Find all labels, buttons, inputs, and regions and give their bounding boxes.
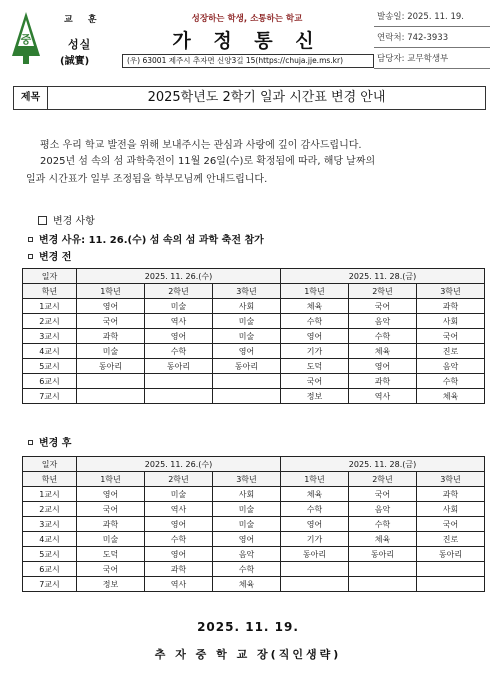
subject-cell: 사회 — [213, 299, 281, 314]
subject-cell — [213, 374, 281, 389]
section-change-items-label: 변경 사항 — [53, 216, 95, 227]
contact-number: 연락처: 742-3933 — [374, 29, 490, 48]
section-before — [28, 248, 71, 263]
subject-cell: 음악 — [349, 314, 417, 329]
subject-cell: 국어 — [417, 517, 485, 532]
table-row — [23, 314, 485, 329]
subject-text: 2025학년도 2학기 일과 시간표 변경 안내 — [147, 90, 386, 105]
period-cell: 5교시 — [23, 547, 77, 562]
period-cell: 2교시 — [23, 314, 77, 329]
subject-cell: 수학 — [145, 344, 213, 359]
footer-date: 2025. 11. 19. — [197, 620, 299, 634]
subject-cell: 체육 — [349, 344, 417, 359]
subject-cell: 기가 — [281, 344, 349, 359]
table-date-row — [23, 457, 485, 472]
section-before-label: 변경 전 — [39, 252, 72, 263]
subject-label: 제목 — [14, 87, 48, 109]
period-cell: 3교시 — [23, 329, 77, 344]
subject-cell: 영어 — [77, 487, 145, 502]
subject-cell: 미술 — [145, 487, 213, 502]
section-after-label: 변경 후 — [39, 438, 72, 449]
subject-cell: 영어 — [349, 359, 417, 374]
subject-cell: 미술 — [145, 299, 213, 314]
subject-cell: 미술 — [213, 502, 281, 517]
subject-cell: 영어 — [77, 299, 145, 314]
period-cell: 1교시 — [23, 487, 77, 502]
subject-cell: 수학 — [281, 502, 349, 517]
subject-cell: 국어 — [281, 374, 349, 389]
day2-header: 2025. 11. 28.(금) — [281, 269, 485, 284]
subject-cell: 영어 — [213, 344, 281, 359]
issue-date: 발송일: 2025. 11. 19. — [374, 8, 490, 27]
subject-cell: 미술 — [213, 517, 281, 532]
grade-header: 2학년 — [145, 472, 213, 487]
table-grade-row — [23, 284, 485, 299]
manager: 담당자: 교무학생부 — [374, 50, 490, 69]
subject-cell: 수학 — [349, 517, 417, 532]
date-header: 일자 — [23, 269, 77, 284]
subject-cell — [145, 389, 213, 404]
table-date-row — [23, 269, 485, 284]
subject-cell — [145, 374, 213, 389]
subject-cell: 기가 — [281, 532, 349, 547]
subject-cell: 진로 — [417, 344, 485, 359]
subject-cell: 과학 — [77, 517, 145, 532]
table-row — [23, 359, 485, 374]
subject-cell: 미술 — [213, 314, 281, 329]
period-header: 학년 — [23, 284, 77, 299]
body-paragraph-3: 일과 시간표가 일부 조정됨을 학부모님께 안내드립니다. — [26, 174, 268, 185]
subject-cell: 역사 — [145, 314, 213, 329]
checkbox-icon — [38, 216, 47, 225]
grade-header: 1학년 — [77, 284, 145, 299]
subject-cell: 국어 — [349, 487, 417, 502]
body-paragraph-2: 2025년 섬 속의 섬 과학축전이 11월 26일(수)로 확정됨에 따라, 해당 날짜의 — [40, 156, 376, 167]
subject-cell: 과학 — [417, 487, 485, 502]
subject-cell — [417, 577, 485, 592]
subject-cell: 동아리 — [349, 547, 417, 562]
subject-cell: 동아리 — [213, 359, 281, 374]
subject-cell: 수학 — [349, 329, 417, 344]
table-row — [23, 502, 485, 517]
period-cell: 5교시 — [23, 359, 77, 374]
timetable-after — [22, 456, 485, 592]
subject-cell: 사회 — [213, 487, 281, 502]
page-title: 가 정 통 신 — [172, 30, 322, 52]
subject-cell — [349, 577, 417, 592]
motto-text: 성실 — [68, 38, 92, 51]
subject-cell: 과학 — [145, 562, 213, 577]
period-cell: 7교시 — [23, 389, 77, 404]
subject-cell: 정보 — [281, 389, 349, 404]
subject-cell: 도덕 — [281, 359, 349, 374]
table-row — [23, 517, 485, 532]
day1-header: 2025. 11. 26.(수) — [77, 269, 281, 284]
title-block — [120, 6, 374, 70]
subject-cell: 영어 — [145, 517, 213, 532]
subject-cell: 미술 — [77, 344, 145, 359]
grade-header: 2학년 — [349, 472, 417, 487]
section-reason — [28, 231, 264, 246]
principal-signature: 추 자 중 학 교 장(직인생략) — [154, 648, 342, 661]
school-slogan: 성장하는 학생, 소통하는 학교 — [191, 14, 303, 24]
subject-cell: 영어 — [281, 517, 349, 532]
section-change-items — [38, 212, 95, 227]
subject-cell: 동아리 — [417, 547, 485, 562]
grade-header: 2학년 — [349, 284, 417, 299]
table-row — [23, 329, 485, 344]
table-row — [23, 344, 485, 359]
subject-cell: 국어 — [77, 562, 145, 577]
subject-cell: 역사 — [349, 389, 417, 404]
grade-header: 3학년 — [417, 472, 485, 487]
subject-cell: 과학 — [349, 374, 417, 389]
subject-cell: 국어 — [77, 314, 145, 329]
subject-cell: 사회 — [417, 502, 485, 517]
logo-char: 중 — [20, 33, 32, 46]
table-grade-row — [23, 472, 485, 487]
school-address: (우) 63001 제주시 추자면 신양3길 15(https://chuja.jje.ms.kr) — [122, 54, 374, 68]
table-row — [23, 562, 485, 577]
grade-header: 1학년 — [281, 472, 349, 487]
period-header: 학년 — [23, 472, 77, 487]
subject-cell: 국어 — [77, 502, 145, 517]
subject-cell: 도덕 — [77, 547, 145, 562]
section-reason-label: 변경 사유: 11. 26.(수) 섬 속의 섬 과학 축전 참가 — [39, 235, 264, 246]
period-cell: 7교시 — [23, 577, 77, 592]
subject-cell — [349, 562, 417, 577]
subject-cell: 체육 — [349, 532, 417, 547]
table-row — [23, 487, 485, 502]
date-header: 일자 — [23, 457, 77, 472]
grade-header: 3학년 — [213, 472, 281, 487]
subject-cell: 국어 — [417, 329, 485, 344]
subject-cell: 수학 — [417, 374, 485, 389]
subject-cell: 역사 — [145, 502, 213, 517]
subject-cell: 영어 — [145, 329, 213, 344]
subject-cell: 영어 — [281, 329, 349, 344]
body-paragraph-1: 평소 우리 학교 발전을 위해 보내주시는 관심과 사랑에 깊이 감사드립니다. — [40, 140, 362, 151]
motto-block — [46, 6, 120, 70]
school-logo — [6, 6, 46, 68]
grade-header: 1학년 — [281, 284, 349, 299]
period-cell: 2교시 — [23, 502, 77, 517]
subject-cell: 진로 — [417, 532, 485, 547]
subject-cell — [213, 389, 281, 404]
section-after — [28, 434, 71, 449]
subject-bar — [13, 86, 486, 110]
table-row — [23, 532, 485, 547]
letter-header — [6, 6, 490, 72]
subject-cell: 정보 — [77, 577, 145, 592]
subject-cell: 수학 — [213, 562, 281, 577]
grade-header: 3학년 — [213, 284, 281, 299]
bullet-square-icon — [28, 440, 33, 445]
period-cell: 6교시 — [23, 562, 77, 577]
subject-cell: 수학 — [145, 532, 213, 547]
subject-cell — [77, 374, 145, 389]
subject-cell: 영어 — [145, 547, 213, 562]
subject-cell: 과학 — [77, 329, 145, 344]
subject-cell: 체육 — [281, 487, 349, 502]
timetable-before — [22, 268, 485, 404]
subject-cell: 음악 — [417, 359, 485, 374]
period-cell: 4교시 — [23, 344, 77, 359]
motto-heading: 교 훈 — [64, 15, 103, 25]
subject-cell: 국어 — [349, 299, 417, 314]
period-cell: 1교시 — [23, 299, 77, 314]
subject-cell: 동아리 — [77, 359, 145, 374]
subject-cell: 사회 — [417, 314, 485, 329]
subject-cell — [77, 389, 145, 404]
bullet-square-icon — [28, 237, 33, 242]
table-row — [23, 577, 485, 592]
period-cell: 6교시 — [23, 374, 77, 389]
subject-cell: 동아리 — [145, 359, 213, 374]
subject-cell: 역사 — [145, 577, 213, 592]
motto-hanja: (誠實) — [60, 56, 90, 67]
grade-header: 1학년 — [77, 472, 145, 487]
subject-cell: 체육 — [213, 577, 281, 592]
table-row — [23, 374, 485, 389]
period-cell: 3교시 — [23, 517, 77, 532]
school-emblem-icon — [6, 6, 46, 68]
info-block — [374, 6, 490, 70]
subject-cell: 수학 — [281, 314, 349, 329]
subject-cell: 동아리 — [281, 547, 349, 562]
subject-cell — [417, 562, 485, 577]
bullet-square-icon — [28, 254, 33, 259]
subject-cell: 체육 — [281, 299, 349, 314]
subject-cell — [281, 562, 349, 577]
subject-cell — [281, 577, 349, 592]
day2-header: 2025. 11. 28.(금) — [281, 457, 485, 472]
subject-cell: 미술 — [77, 532, 145, 547]
table-row — [23, 299, 485, 314]
subject-cell: 음악 — [213, 547, 281, 562]
subject-cell: 음악 — [349, 502, 417, 517]
grade-header: 2학년 — [145, 284, 213, 299]
subject-cell: 미술 — [213, 329, 281, 344]
table-row — [23, 547, 485, 562]
table-row — [23, 389, 485, 404]
subject-cell: 영어 — [213, 532, 281, 547]
period-cell: 4교시 — [23, 532, 77, 547]
subject-cell: 체육 — [417, 389, 485, 404]
grade-header: 3학년 — [417, 284, 485, 299]
subject-cell: 과학 — [417, 299, 485, 314]
day1-header: 2025. 11. 26.(수) — [77, 457, 281, 472]
